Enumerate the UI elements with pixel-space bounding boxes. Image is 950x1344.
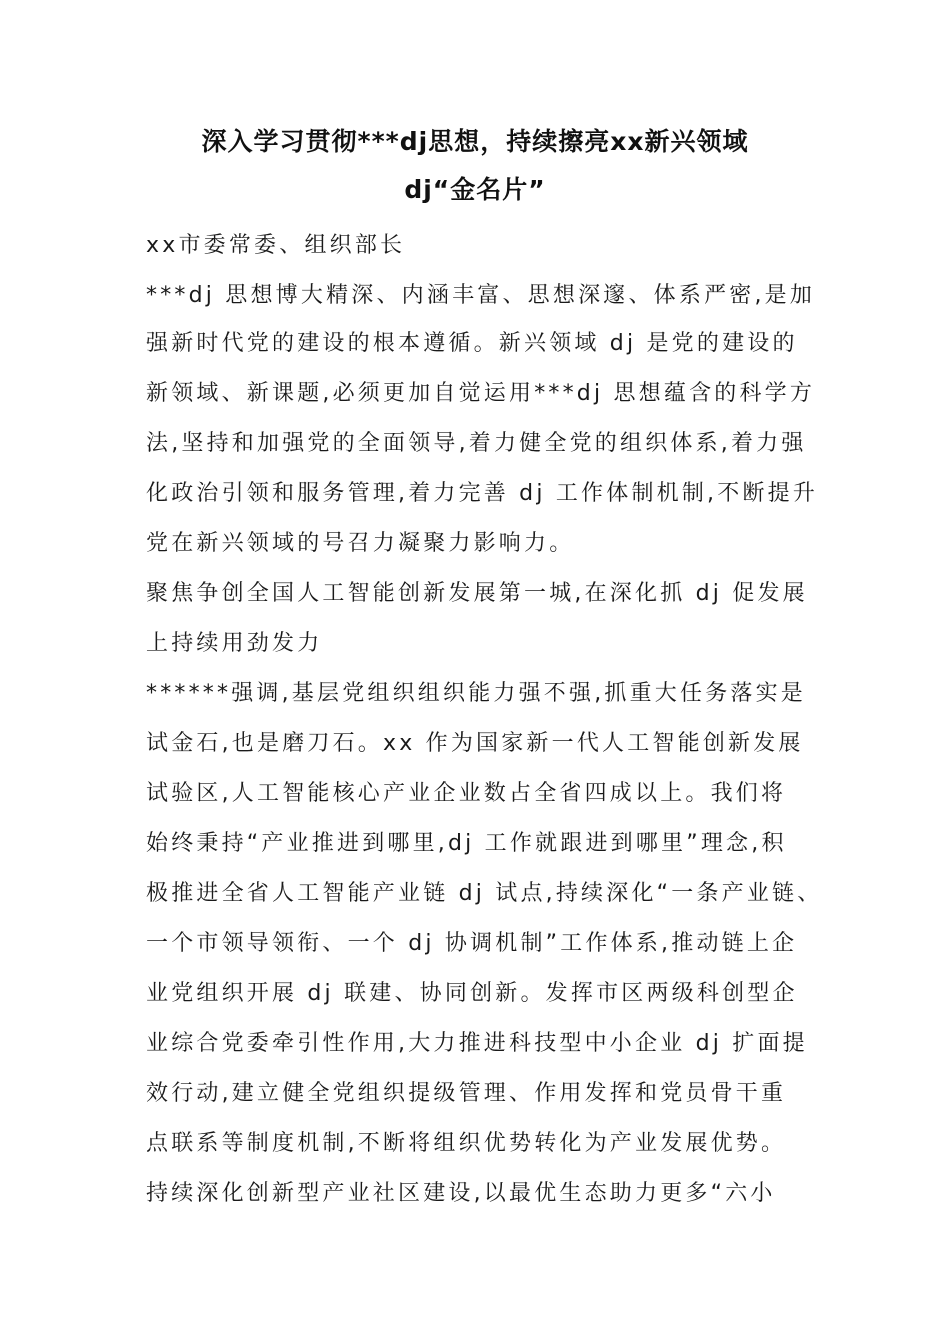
section-heading-line: 上持续用劲发力 [146, 631, 323, 656]
author-line: xx市委常委、组织部长 [146, 233, 406, 258]
document-title-line-1: 深入学习贯彻***dj思想，持续擦亮xx新兴领域 [201, 127, 749, 156]
body-line: 一个市领导领衔、一个 dj 协调机制”工作体系,推动链上企 [146, 931, 798, 956]
body-line: 极推进全省人工智能产业链 dj 试点,持续深化“一条产业链、 [146, 881, 823, 906]
body-line: 业综合党委牵引性作用,大力推进科技型中小企业 dj 扩面提 [146, 1031, 808, 1056]
body-line: ***dj 思想博大精深、内涵丰富、思想深邃、体系严密,是加 [146, 283, 816, 308]
document-title-line-2: dj“金名片” [404, 175, 546, 204]
body-line: 试验区,人工智能核心产业企业数占全省四成以上。我们将 [146, 781, 787, 806]
section-heading-line: 聚焦争创全国人工智能创新发展第一城,在深化抓 dj 促发展 [146, 581, 808, 606]
body-line: 法,坚持和加强党的全面领导,着力健全党的组织体系,着力强 [146, 431, 807, 456]
body-line: 持续深化创新型产业社区建设,以最优生态助力更多“六小 [146, 1181, 776, 1206]
body-line: 试金石,也是磨刀石。xx 作为国家新一代人工智能创新发展 [146, 731, 804, 756]
body-line: 效行动,建立健全党组织提级管理、作用发挥和党员骨干重 [146, 1081, 787, 1106]
body-line: 新领域、新课题,必须更加自觉运用***dj 思想蕴含的科学方 [146, 381, 816, 406]
body-line: 化政治引领和服务管理,着力完善 dj 工作体制机制,不断提升 [146, 481, 819, 506]
body-line: 点联系等制度机制,不断将组织优势转化为产业发展优势。 [146, 1131, 787, 1156]
body-line: 始终秉持“产业推进到哪里,dj 工作就跟进到哪里”理念,积 [146, 831, 787, 856]
body-line: 强新时代党的建设的根本遵循。新兴领域 dj 是党的建设的 [146, 331, 798, 356]
body-line: ******强调,基层党组织组织能力强不强,抓重大任务落实是 [146, 681, 806, 706]
body-line: 业党组织开展 dj 联建、协同创新。发挥市区两级科创型企 [146, 981, 798, 1006]
body-line: 党在新兴领域的号召力凝聚力影响力。 [146, 531, 575, 556]
